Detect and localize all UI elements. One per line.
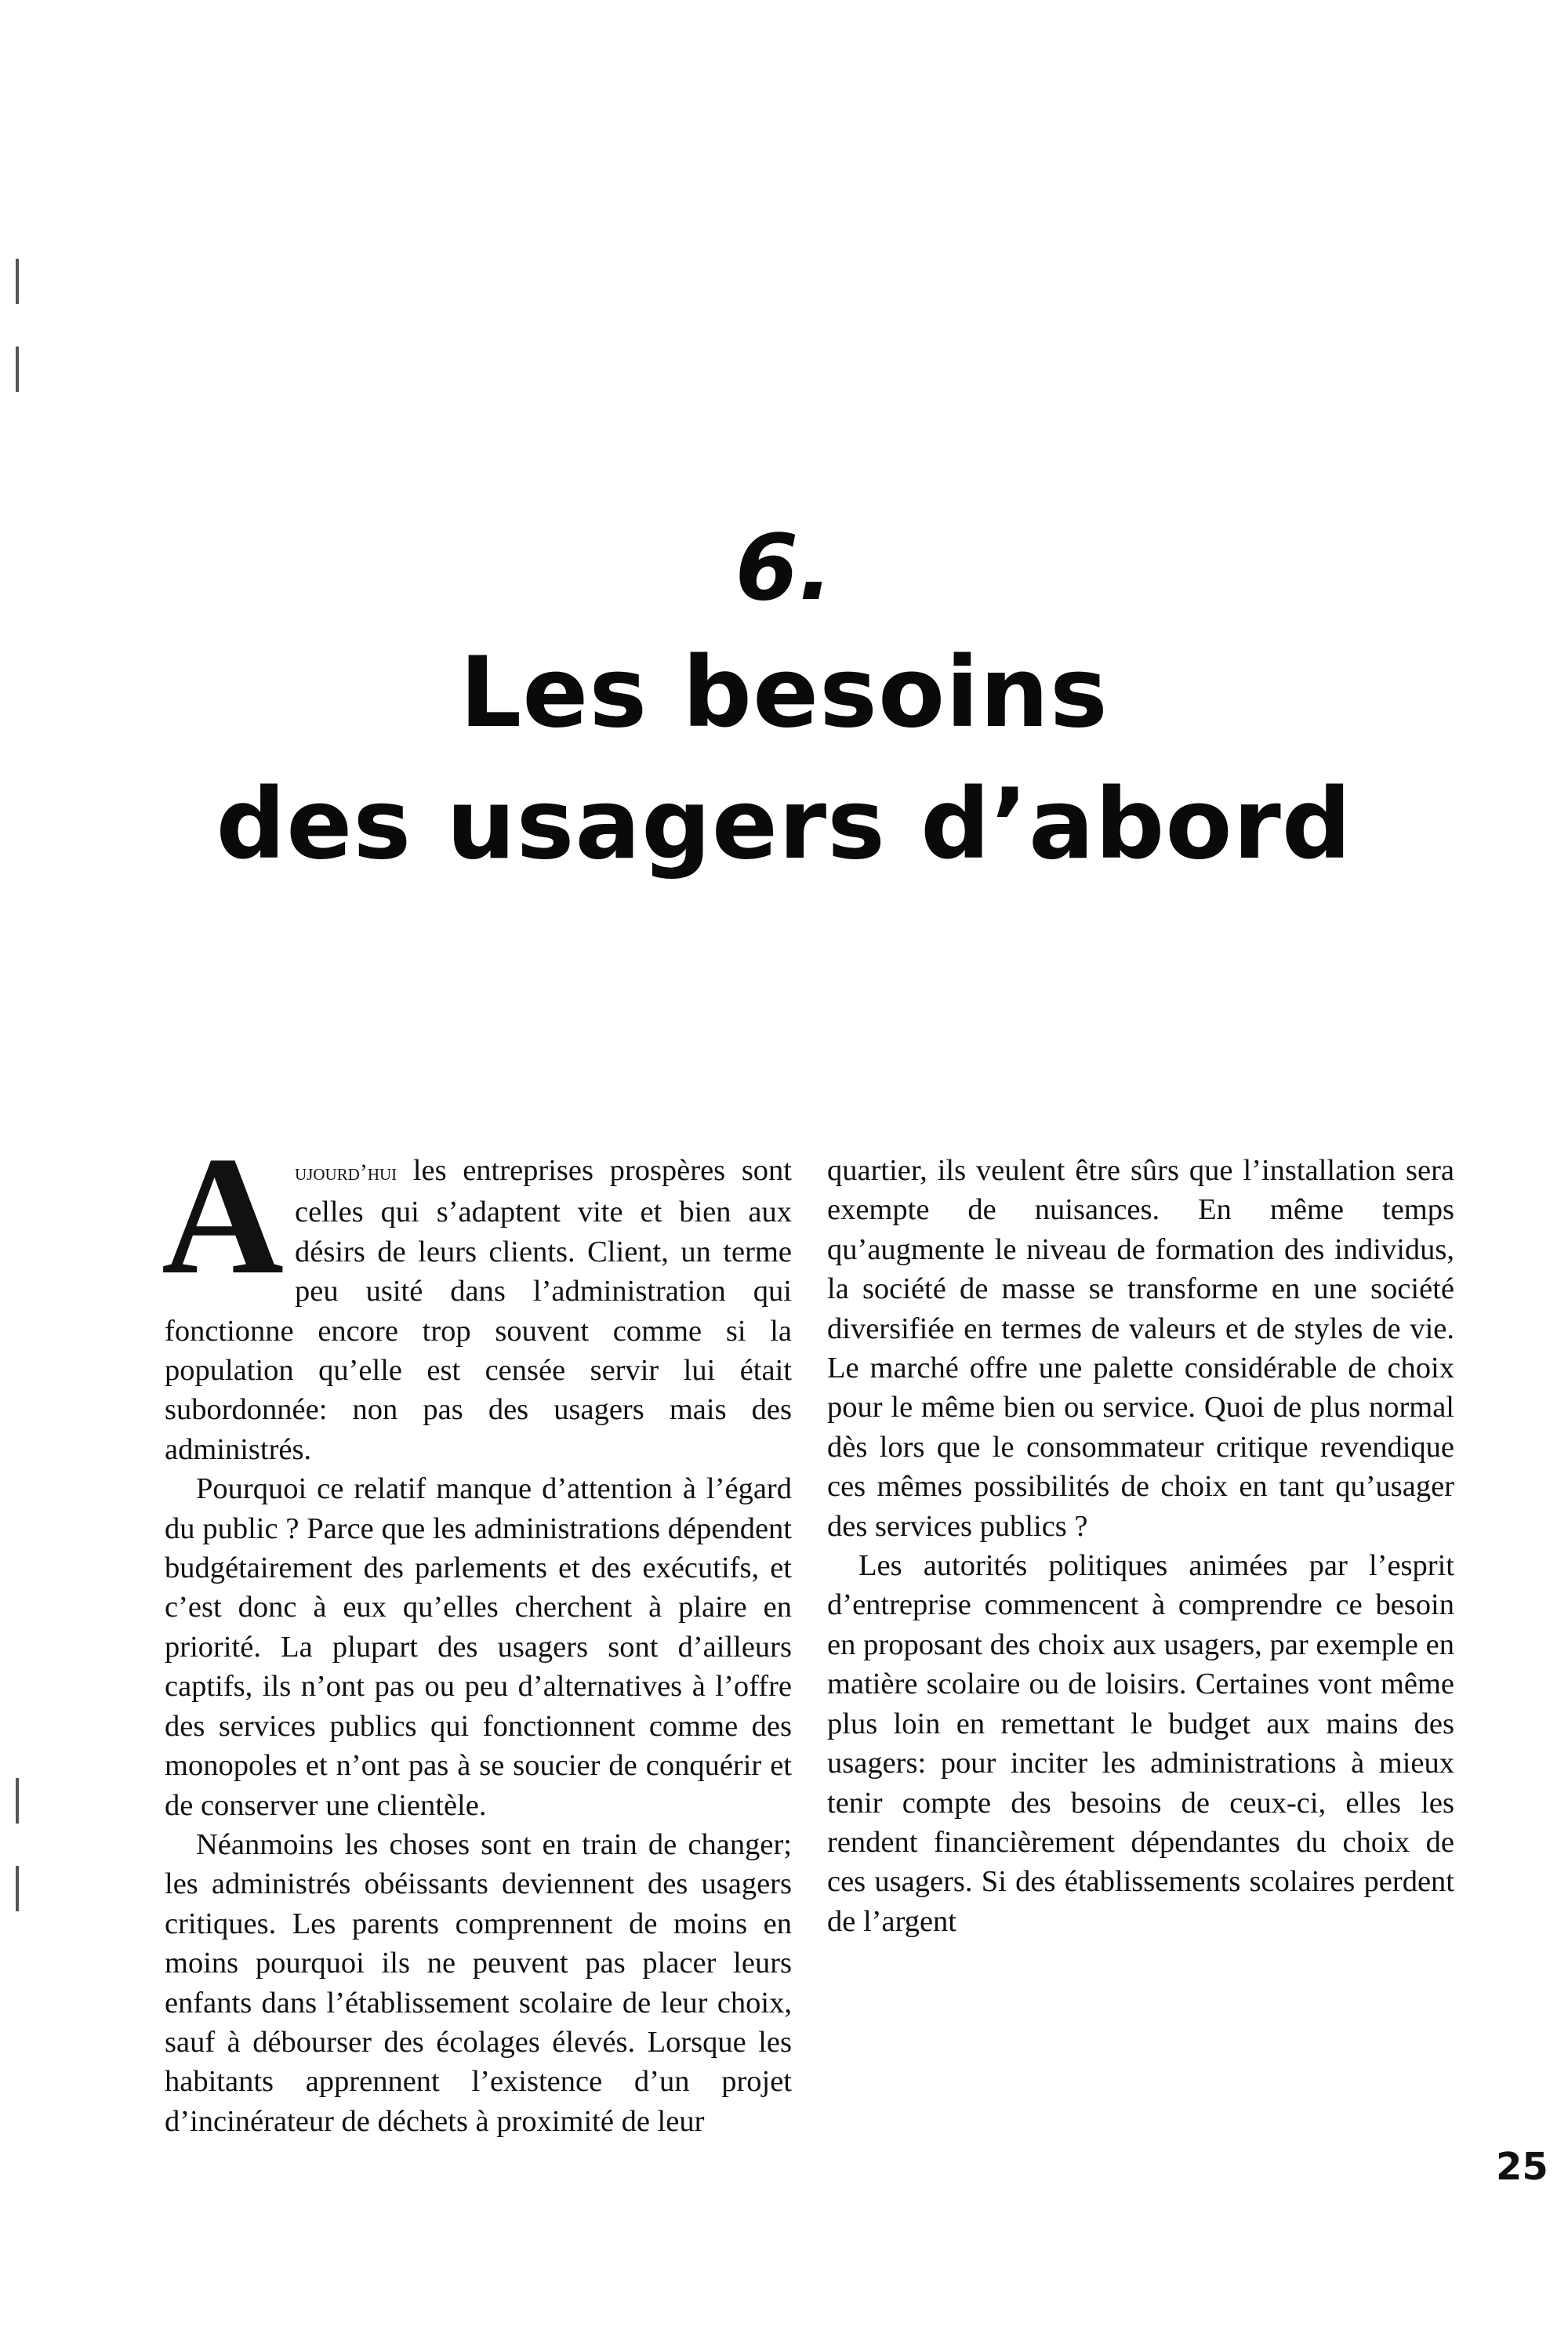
paragraph-4: Les autorités politiques animées par l’esprit d’entreprise commencent à comprendre ce besoin en proposant des choix aux usagers, par exemple en matière scolaire ou de loisirs. Certaines vont même plus loin en remettant le budget aux mains des usagers: pour inciter les administrations à mieux tenir compte des besoins de ceux-ci, elles les rendent financièrement dépendantes du choix de ces usagers. Si des établissements scolaires perdent de l’argent xyxy=(827,1549,1454,1938)
chapter-title-line-1: Les besoins xyxy=(459,637,1109,749)
crop-mark-bottom-1 xyxy=(16,1778,19,1824)
paragraph-3: Néanmoins les choses sont en train de changer; les administrés obéissants deviennent des usagers critiques. Les parents comprennent de moins en moins pourquoi ils ne peuvent pas placer leurs enfants dans l’établissement scolaire de leur choix, sauf à débourser des écolages élevés. Lorsque les habitants apprennent l’existence d’un projet d’incinérateur de déchets à proximité de leur xyxy=(165,1827,792,2138)
paragraph-2: Pourquoi ce relatif manque d’attention à l’égard du public ? Parce que les administrations dépendent budgétairement des parlements et des exécutifs, et c’est donc à eux qu’elles cherchent à plaire en priorité. La plupart des usagers sont d’ailleurs captifs, ils n’ont pas ou peu d’alternatives à l’offre des services publics qui fonctionnent comme des monopoles et n’ont pas à se soucier de conquérir et de conserver une clientèle. xyxy=(165,1472,792,1822)
crop-mark-top-2 xyxy=(16,347,19,392)
crop-mark-bottom-2 xyxy=(16,1866,19,1911)
body-column-right xyxy=(827,1151,1454,1941)
chapter-number: 6. xyxy=(735,515,833,621)
crop-mark-top-1 xyxy=(16,259,19,304)
paragraph-1 xyxy=(162,1122,792,1469)
chapter-heading xyxy=(0,510,1568,891)
paragraph-3-continued: quartier, ils veulent être sûrs que l’installation sera exempte de nuisances. En même temps qu’augmente le niveau de formation des individus, la société de masse se transforme en une société diversifiée en termes de valeurs et de styles de vie. Le marché offre une palette considérable de choix pour le même bien ou service. Quoi de plus normal dès lors que le consommateur critique revendique ces mêmes possibilités de choix en tant qu’usager des services publics ? xyxy=(827,1154,1454,1543)
drop-cap: A xyxy=(162,1122,284,1309)
chapter-title-line-2: des usagers d’abord xyxy=(216,768,1352,881)
lead-in-smallcaps: ujourd’hui xyxy=(295,1159,397,1185)
paragraph-1-text: les entreprises prospères sont celles qui s’adaptent vite et bien aux désirs de leurs clients. Client, un terme peu usité dans l’administration qui fonctionne encore trop souvent comme si la population qu’elle est censée servir lui était subordonnée: non pas des usagers mais des administrés. xyxy=(165,1154,792,1466)
page-number: 25 xyxy=(1496,2145,1548,2189)
body-column-left xyxy=(162,1122,792,2141)
